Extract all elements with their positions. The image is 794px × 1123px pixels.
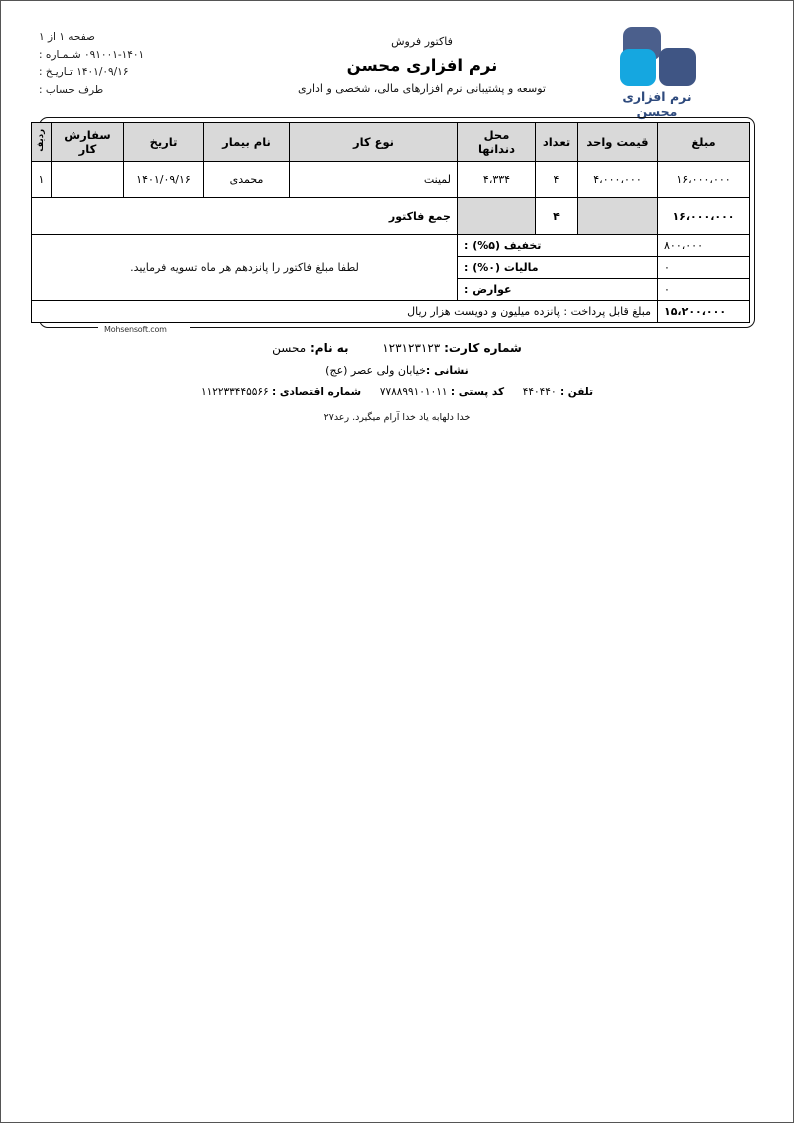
invoice-footer: [39, 339, 755, 427]
summary-discount-label: تخفیف (۵%) :: [458, 235, 658, 257]
cell-amount: ۱۶،۰۰۰،۰۰۰: [658, 162, 750, 198]
invoice-frame: [35, 117, 755, 334]
footer-quote: خدا دلهابه یاد خدا آرام میگیرد. رعد۲۷: [323, 412, 471, 423]
invoice-table-body: [32, 162, 750, 198]
invoice-sheet: [1, 1, 793, 427]
invoice-table-header: [32, 123, 750, 162]
invoice-date-value: ۱۴۰۱/۰۹/۱۶: [76, 66, 129, 78]
company-name: نرم افزاری محسن: [346, 56, 498, 75]
column-header-qty: تعداد: [536, 123, 578, 162]
summary-payable-row: [32, 301, 750, 323]
summary-duty-value: ۰: [658, 279, 750, 301]
column-header-date: تاریخ: [124, 123, 204, 162]
cell-unit-price: ۴،۰۰۰،۰۰۰: [578, 162, 658, 198]
phone-label: تلفن :: [559, 386, 594, 398]
summary-tax-label: مالیات (۰%) :: [458, 257, 658, 279]
column-header-teeth: محل دندانها: [458, 123, 536, 162]
summary-tax-value: ۰: [658, 257, 750, 279]
card-holder-label: به نام:: [309, 341, 349, 355]
invoice-meta: [39, 21, 239, 99]
invoice-table-footer: [32, 198, 750, 323]
invoice-number-line: [39, 47, 239, 64]
invoice-date-label: تـاریـخ :: [39, 66, 73, 78]
invoice-number-label: شـمـاره :: [39, 48, 81, 61]
invoice-table: [31, 122, 750, 323]
table-row: [32, 162, 750, 198]
summary-discount-row: [32, 235, 750, 257]
card-number-label: شماره کارت:: [444, 341, 522, 355]
logo-mark-icon: [619, 27, 705, 87]
address-value: خیابان ولی عصر (عج): [325, 364, 426, 377]
column-header-work-type: نوع کار: [290, 123, 458, 162]
footer-card-line: [39, 339, 755, 358]
invoice-number-value: ۰۹۱۰۰۱-۱۴۰۱: [84, 48, 145, 61]
logo-text: نرم افزاری محسن: [622, 89, 692, 119]
footer-address-line: [39, 361, 755, 380]
summary-total-label: جمع فاکتور: [32, 198, 458, 235]
summary-total-teeth-blank: [458, 198, 536, 235]
cell-date: ۱۴۰۱/۰۹/۱۶: [124, 162, 204, 198]
column-header-patient: نام بیمار: [204, 123, 290, 162]
column-header-row-number-label: ردیف: [35, 129, 46, 152]
cell-teeth: ۴،۳۳۴: [458, 162, 536, 198]
page-indicator: صفحه ۱ از ۱: [39, 31, 95, 43]
card-holder-value: محسن: [272, 341, 307, 355]
card-number-value: ۱۲۳۱۲۳۱۲۳: [382, 341, 441, 355]
invoice-date-line: [39, 64, 239, 81]
summary-duty-label: عوارض :: [458, 279, 658, 301]
postal-code-label: کد پستی :: [450, 386, 505, 398]
column-header-unit-price: قیمت واحد: [578, 123, 658, 162]
summary-total-amount: ۱۶،۰۰۰،۰۰۰: [658, 198, 750, 235]
summary-total-row: [32, 198, 750, 235]
cell-qty: ۴: [536, 162, 578, 198]
economic-number-label: شماره اقتصادی :: [272, 386, 362, 398]
company-tagline: توسعه و پشتیبانی نرم افزارهای مالی، شخصی و اداری: [298, 82, 546, 95]
payment-note: لطفا مبلغ فاکتور را پانزدهم هر ماه تسویه فرمایید.: [32, 235, 458, 301]
cell-row-number: ۱: [32, 162, 52, 198]
column-header-work-order: سفارش کار: [52, 123, 124, 162]
address-label: نشانی :: [425, 364, 469, 377]
doc-type: فاکتور فروش: [391, 35, 453, 48]
summary-payable-label: مبلغ قابل پرداخت : پانزده میلیون و دویست هزار ریال: [32, 301, 658, 323]
invoice-titles: [239, 21, 605, 95]
economic-number-value: ۱۱۲۲۳۳۴۴۵۵۶۶: [200, 386, 269, 398]
logo-square-bottom-left-icon: [620, 49, 656, 86]
phone-value: ۴۴۰۴۴۰: [522, 386, 557, 398]
software-watermark: Mohsensoft.com: [104, 325, 167, 334]
summary-payable-value: ۱۵،۲۰۰،۰۰۰: [658, 301, 750, 323]
column-header-amount: مبلغ: [658, 123, 750, 162]
cell-patient: محمدی: [204, 162, 290, 198]
company-logo: [605, 21, 755, 119]
cell-work-type: لمینت: [290, 162, 458, 198]
postal-code-value: ۷۷۸۸۹۹۱۰۱۰۱۱: [379, 386, 448, 398]
summary-total-price-blank: [578, 198, 658, 235]
party-account-line: [39, 82, 239, 99]
logo-square-right-icon: [659, 48, 696, 86]
footer-contact-line: [39, 383, 755, 402]
summary-discount-value: ۸۰۰،۰۰۰: [658, 235, 750, 257]
invoice-header: [39, 21, 755, 119]
table-header-row: [32, 123, 750, 162]
column-header-row-number: [32, 123, 52, 162]
cell-work-order: [52, 162, 124, 198]
party-account-label: طرف حساب :: [39, 83, 104, 96]
summary-total-qty: ۴: [536, 198, 578, 235]
